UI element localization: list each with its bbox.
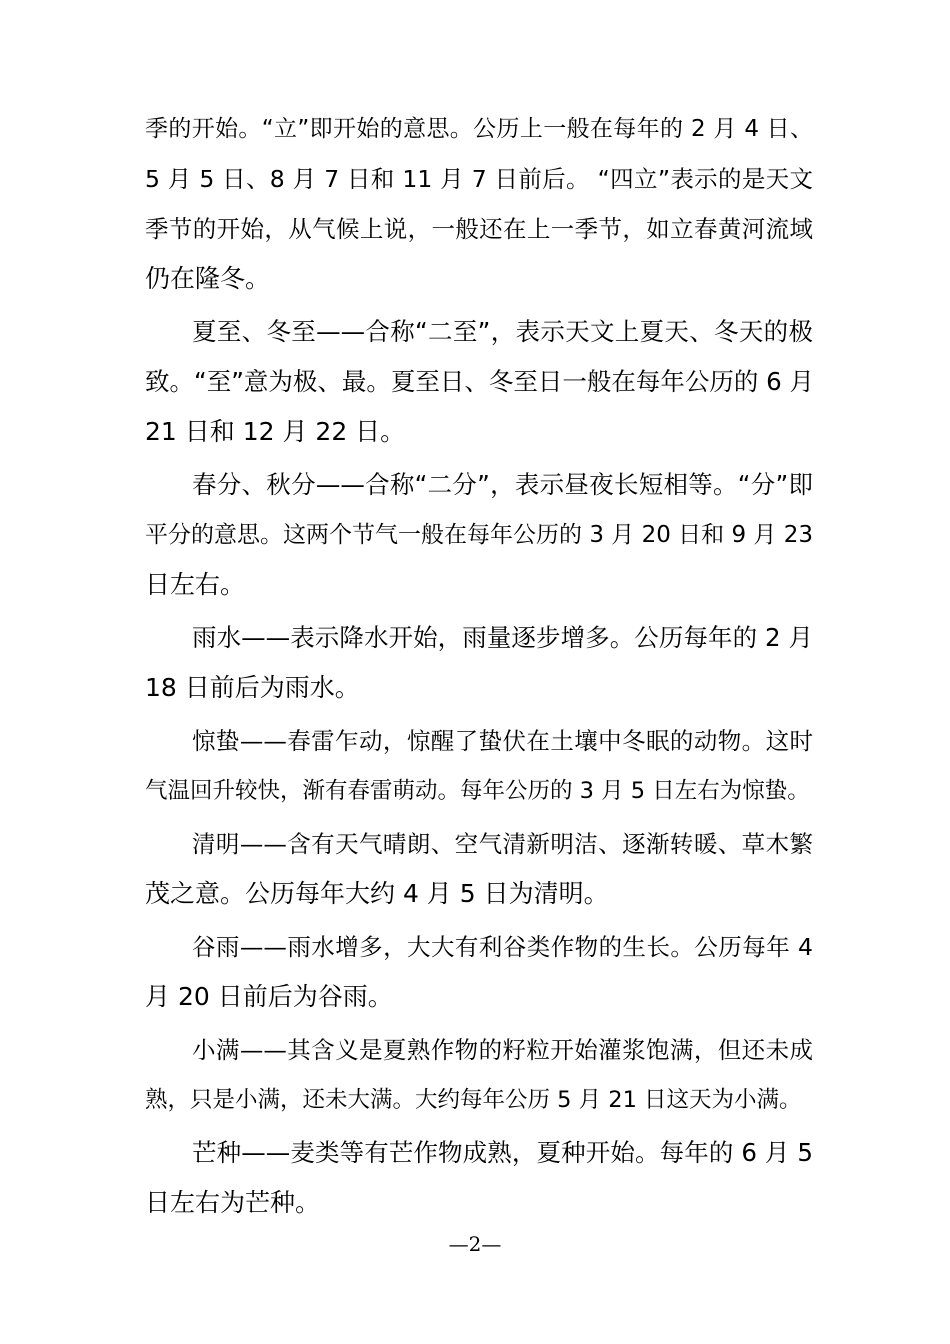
paragraph-er-fen — [145, 460, 813, 610]
text-line: 平分的意思。这两个节气一般在每年公历的 3 月 20 日和 9 月 23 — [145, 522, 813, 548]
text-line: 茂之意。公历每年大约 4 月 5 日为清明。 — [145, 879, 609, 908]
text-line: 小满——其含义是夏熟作物的籽粒开始灌浆饱满，但还未成 — [192, 1036, 813, 1064]
text-line: 谷雨——雨水增多，大大有利谷类作物的生长。公历每年 4 — [192, 933, 813, 961]
text-line: 夏至、冬至——合称“二至”，表示天文上夏天、冬天的极 — [192, 317, 813, 346]
text-line: 春分、秋分——合称“二分”，表示昼夜长短相等。“分”即 — [192, 470, 813, 499]
text-line: 芒种——麦类等有芒作物成熟，夏种开始。每年的 6 月 5 — [192, 1138, 813, 1167]
text-line: 日左右为芒种。 — [145, 1188, 321, 1217]
document-page — [145, 104, 813, 1231]
text-line: 致。“至”意为极、最。夏至日、冬至日一般在每年公历的 6 月 — [145, 367, 815, 396]
text-line: 18 日前后为雨水。 — [145, 673, 360, 702]
text-line: 仍在隆冬。 — [145, 264, 271, 293]
page-number: —2— — [448, 1232, 502, 1256]
paragraph-yu-shui — [145, 613, 813, 713]
text-line: 气温回升较快，渐有春雷萌动。每年公历的 3 月 5 日左右为惊蛰。 — [145, 778, 810, 804]
text-line: 21 日和 12 月 22 日。 — [145, 417, 406, 446]
paragraph-si-li-continued — [145, 104, 813, 304]
text-line: 惊蛰——春雷乍动，惊醒了蛰伏在土壤中冬眠的动物。这时 — [192, 727, 813, 755]
paragraph-gu-yu — [145, 922, 813, 1022]
text-line: 季的开始。“立”即开始的意思。公历上一般在每年的 2 月 4 日、 — [145, 116, 813, 142]
text-line: 雨水——表示降水开始，雨量逐步增多。公历每年的 2 月 — [192, 623, 813, 652]
paragraph-jing-zhe — [145, 716, 813, 816]
text-line: 5 月 5 日、8 月 7 日和 11 月 7 日前后。 “四立”表示的是天文 — [145, 165, 813, 193]
text-line: 月 20 日前后为谷雨。 — [145, 982, 393, 1011]
text-line: 日左右。 — [145, 570, 246, 599]
text-line: 季节的开始，从气候上说，一般还在上一季节，如立春黄河流域 — [145, 215, 813, 243]
text-line: 清明——含有天气晴朗、空气清新明洁、逐渐转暖、草木繁 — [192, 830, 813, 858]
paragraph-mang-zhong — [145, 1128, 813, 1228]
paragraph-qing-ming — [145, 819, 813, 919]
paragraph-er-zhi — [145, 307, 813, 457]
text-line: 熟，只是小满，还未大满。大约每年公历 5 月 21 日这天为小满。 — [145, 1087, 802, 1113]
paragraph-xiao-man — [145, 1025, 813, 1125]
